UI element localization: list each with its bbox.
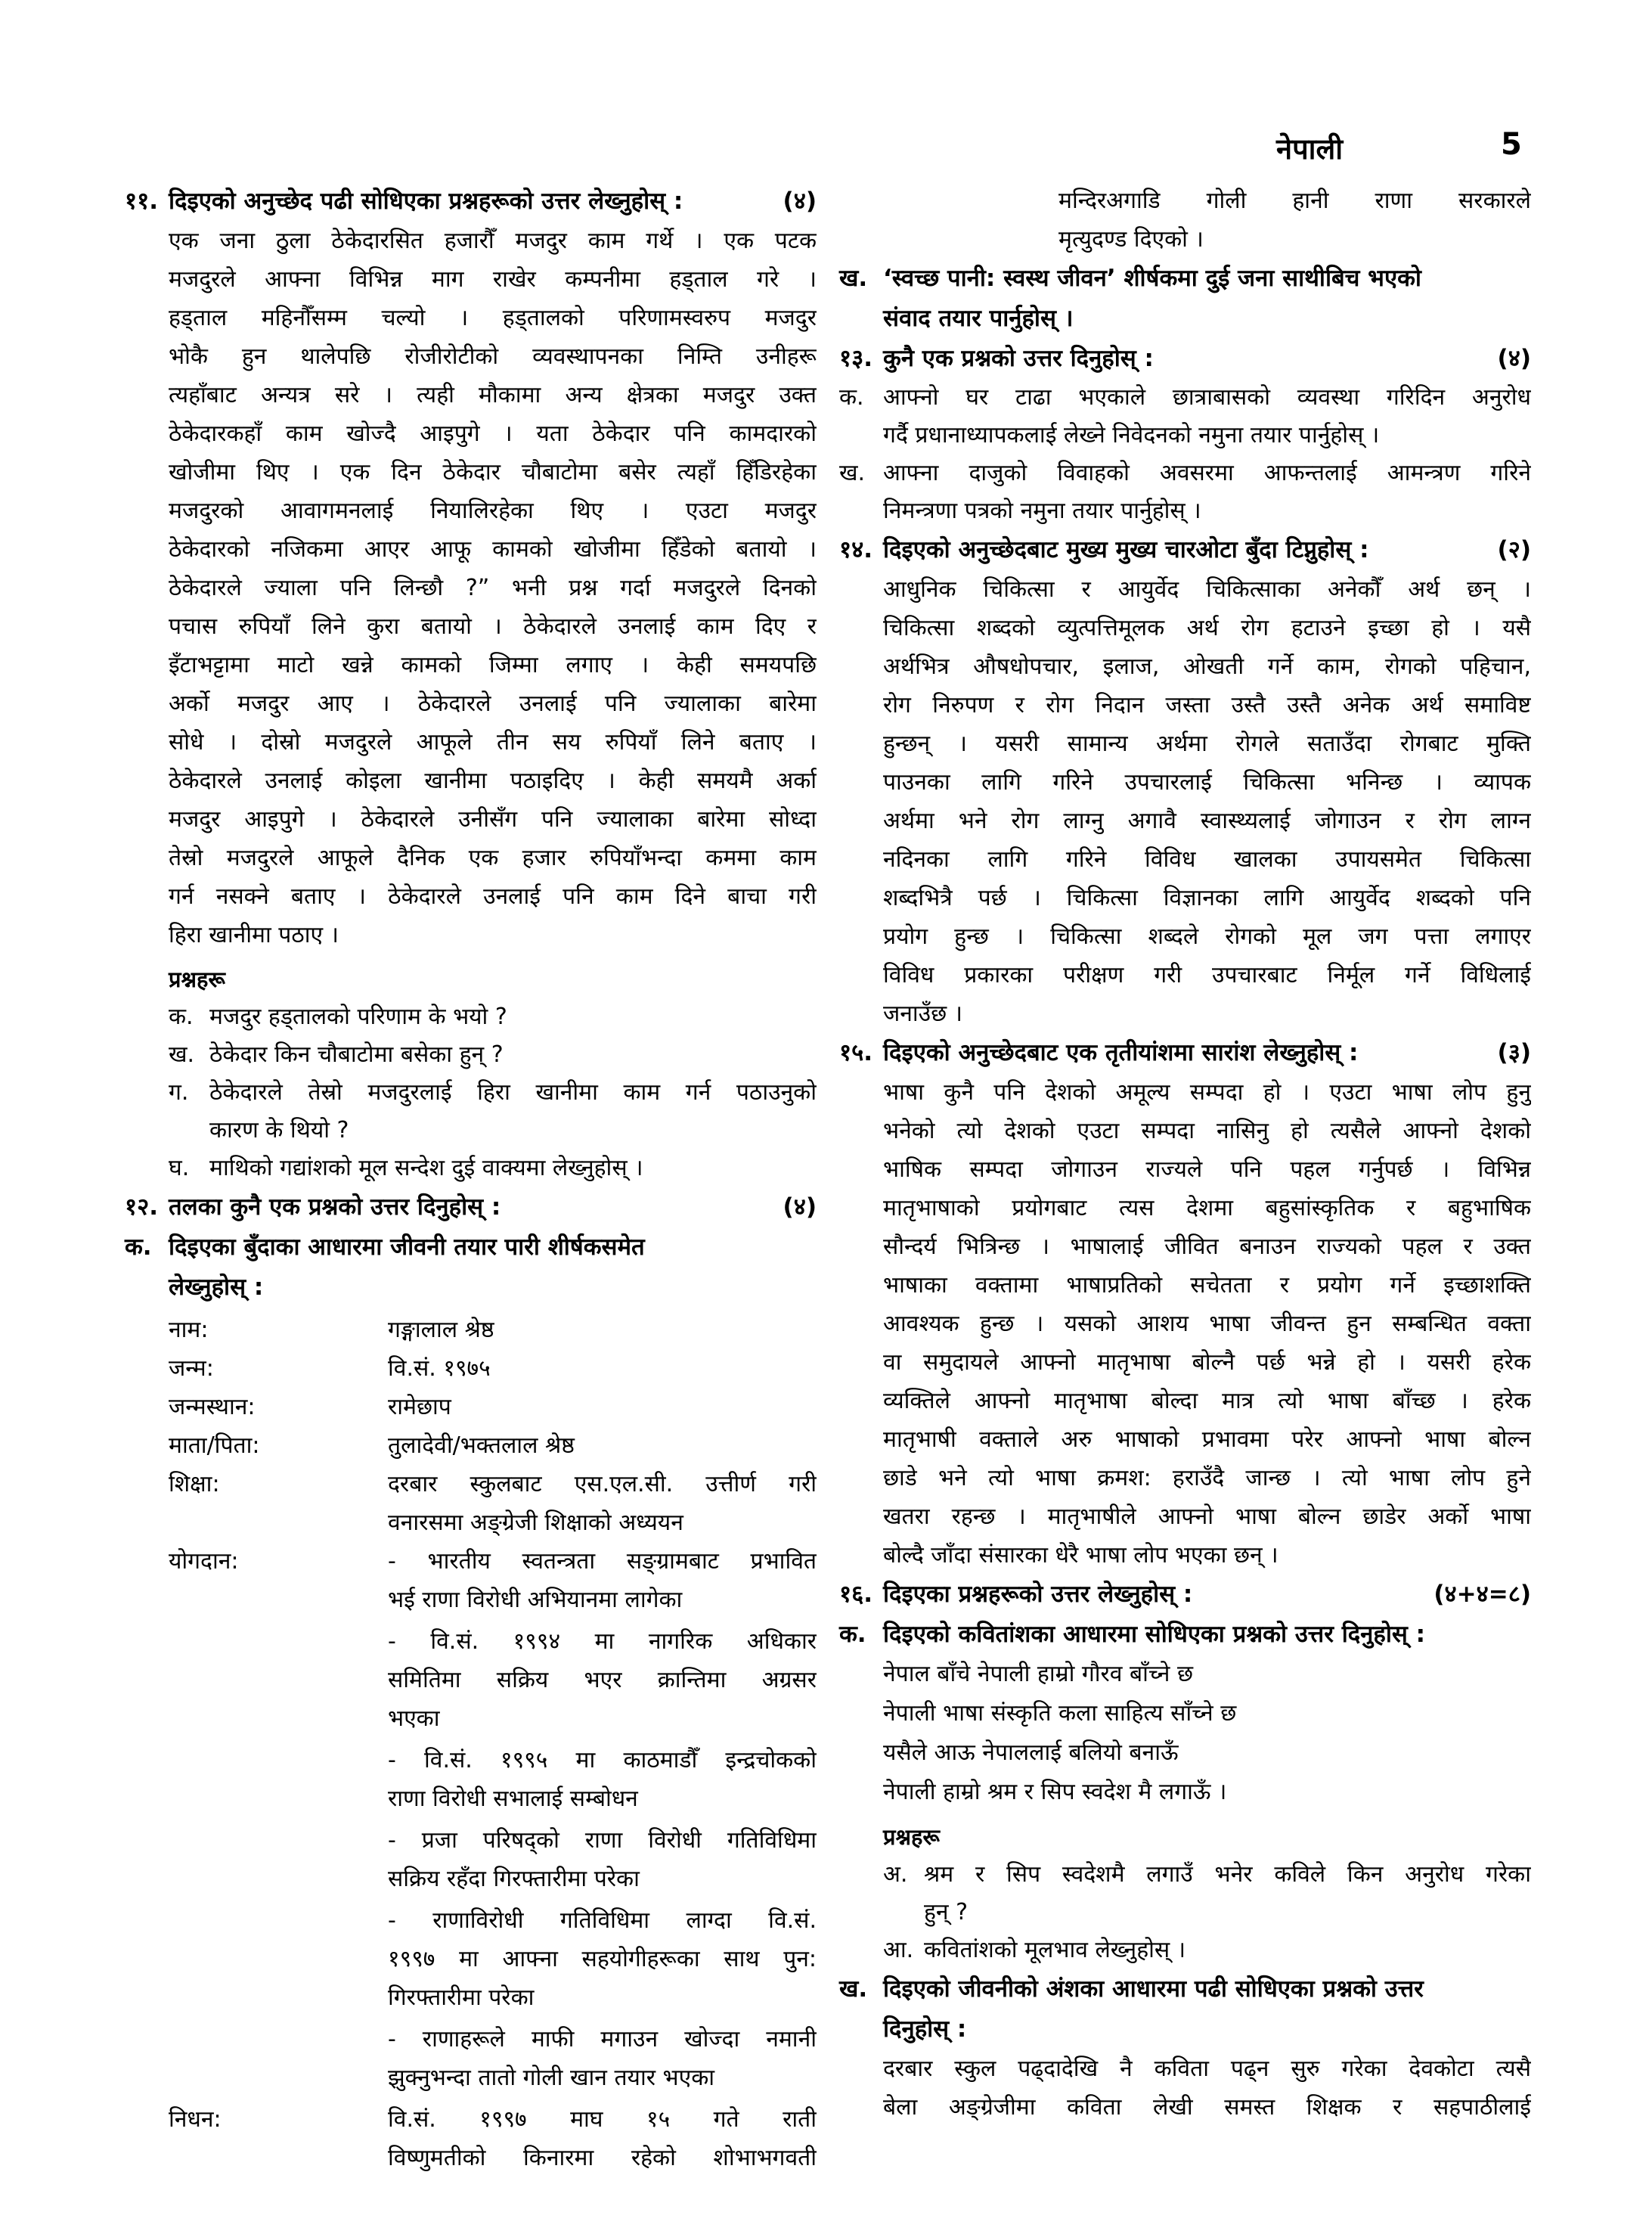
item-marker: आ. [883,1937,914,1963]
contribution-item [388,1901,817,2017]
item-marker: अ. [883,1861,908,1888]
bio-value-line: सक्रिय रहँदा गिरफ्तारीमा परेका [388,1866,640,1892]
text-line: हुन्छन् । यसरी सामान्य अर्थमा रोगले सताउँदा रोगबाट मुक्ति [883,731,1531,757]
text-line: अर्थमा भने रोग लाग्नु अगावै स्वास्थ्यलाई जोगाउन र रोग लाग्न [883,808,1531,834]
text-line: ठेकेदारकहाँ काम खोज्दै आइपुगे । यता ठेकेदार पनि कामदारको [169,420,817,447]
question-12-heading [125,1187,817,1227]
contribution-item [388,1542,817,1619]
item-marker: ख. [839,460,866,486]
questions-label: प्रश्नहरू [169,967,225,992]
item-text: निमन्त्रणा पत्रको नमुना तयार पार्नुहोस् । [883,498,1201,524]
bio-row [125,1388,817,1426]
bio-row [125,1426,817,1465]
question-title: दिइएका प्रश्नहरूको उत्तर लेख्नुहोस् : [883,1581,1193,1608]
question-13-heading [839,339,1531,379]
text-line: छाडे भने त्यो भाषा क्रमश: हराउँदै जान्छ । त्यो भाषा लोप हुने [883,1465,1531,1491]
item-text: श्रम र सिप स्वदेशमै लगाउँ भनेर कविले किन अनुरोध गरेका [924,1861,1531,1888]
biography-table [125,1311,817,2177]
item-text: हुन् ? [924,1899,969,1925]
subject-title: नेपाली [1276,132,1344,166]
text-line: भाषा कुनै पनि देशको अमूल्य सम्पदा हो । एउटा भाषा लोप हुनु [883,1079,1531,1106]
question-marks: (४) [1497,345,1531,372]
text-line: त्यहाँबाट अन्यत्र सरे । त्यही मौकामा अन्य क्षेत्रका मजदुर उक्त [169,382,817,408]
bio-value [388,1465,817,1542]
q12-a-heading [125,1227,817,1308]
text-line: खतरा रहन्छ । मातृभाषीले आफ्नो भाषा बोल्न छाडेर अर्को भाषा [883,1503,1531,1530]
text-line: इँटाभट्टामा माटो खन्ने कामको जिम्मा लगाए । केही समयपछि [169,652,817,678]
question-marks: (४) [783,1193,817,1221]
item-marker: क. [839,384,864,411]
bio-row [125,1542,817,2100]
question-item [125,1150,817,1187]
bio-value-line: रामेछाप [388,1394,451,1420]
text-line: पचास रुपियाँ लिने कुरा बतायो । ठेकेदारले उनलाई काम दिए र [169,613,817,640]
bio-value-line: - राणाविरोधी गतिविधिमा लाग्दा वि.सं. [388,1907,817,1934]
right-column [839,182,1531,2127]
poem [839,1655,1531,1812]
bio-value-line: - प्रजा परिषद्को राणा विरोधी गतिविधिमा [388,1827,817,1854]
text-line: बेला अङ्ग्रेजीमा कविता लेखी समस्त शिक्षक र सहपाठीलाई [883,2094,1531,2121]
question-number: १२. [125,1193,159,1221]
bio-value-line: १९९७ मा आफ्ना सहयोगीहरूका साथ पुन: [388,1946,817,1972]
poem-line: यसैले आऊ नेपाललाई बलियो बनाऊँ [883,1739,1179,1766]
text-line: मजदुर आइपुगे । ठेकेदारले उनीसँग पनि ज्यालाका बारेमा सोध्दा [169,806,817,833]
poem-line: नेपाली भाषा संस्कृति कला साहित्य साँच्ने छ [883,1700,1237,1727]
text-line: बोल्दै जाँदा संसारका धेरै भाषा लोप भएका छन् । [883,1542,1279,1568]
text-line: शब्दभित्रै पर्छ । चिकित्सा विज्ञानका लागि आयुर्वेद शब्दको पनि [883,885,1531,911]
bio-value-line: समितिमा सक्रिय भएर क्रान्तिमा अग्रसर [388,1667,817,1693]
text-line: संवाद तयार पार्नुहोस् । [883,305,1074,332]
bio-value-line: मन्दिरअगाडि गोली हानी राणा सरकारले [1058,188,1531,214]
bio-value-line: विष्णुमतीको किनारमा रहेको शोभाभगवती [388,2145,817,2171]
text-line: ‘स्वच्छ पानी: स्वस्थ जीवन’ शीर्षकमा दुई जना साथीबिच भएको [883,265,1421,292]
text-line: दिइएका बुँदाका आधारमा जीवनी तयार पारी शीर्षकसमेत [169,1233,645,1261]
sub-marker: ख. [839,265,868,292]
contribution-item [388,1622,817,1738]
text-line: दिनुहोस् : [883,2015,967,2043]
text-line: खोजीमा थिए । एक दिन ठेकेदार चौबाटोमा बसेर त्यहाँ हिँडिरहेका [169,459,817,486]
question-14-heading [839,530,1531,570]
bio-key: योगदान: [169,1548,239,1575]
q16-a-heading [839,1615,1531,1655]
bio-value [388,1388,817,1426]
sub-marker: ख. [839,1975,868,2003]
q12-b-title [839,259,1531,339]
text-line: मजदुरले आफ्ना विभिन्न माग राखेर कम्पनीमा हड्ताल गरे । [169,266,817,293]
question-number: १४. [839,536,873,563]
question-title: दिइएको अनुच्छेद पढी सोधिएका प्रश्नहरूको उत्तर लेख्नुहोस् : [169,188,683,215]
text-line: भोकै हुन थालेपछि रोजीरोटीको व्यवस्थापनका निम्ति उनीहरू [169,343,817,370]
text-line: नदिनका लागि गरिने विविध खालका उपायसमेत चिकित्सा [883,846,1531,873]
biography-continued [839,182,1531,259]
text-line: दिइएको जीवनीको अंशका आधारमा पढी सोधिएका प्रश्नको उत्तर [883,1975,1424,2003]
poem-line: नेपाली हाम्रो श्रम र सिप स्वदेश मै लगाऊँ । [883,1779,1227,1805]
bio-value-line: गिरफ्तारीमा परेका [388,1984,535,2011]
item-text: आफ्नो घर टाढा भएकाले छात्राबासको व्यवस्था गरिदिन अनुरोध [883,384,1531,411]
q16-a-questions [839,1856,1531,1969]
bio-value-line: राणा विरोधी सभालाई सम्बोधन [388,1786,638,1812]
text-line: तेस्रो मजदुरले आफूले दैनिक एक हजार रुपियाँभन्दा कममा काम [169,845,817,871]
q11-passage [125,222,817,954]
item-text: कवितांशको मूलभाव लेख्नुहोस् । [924,1937,1186,1963]
text-line: चिकित्सा शब्दको व्युत्पत्तिमूलक अर्थ रोग हटाउने इच्छा हो । यसै [883,615,1531,641]
item-text: माथिको गद्यांशको मूल सन्देश दुई वाक्यमा लेख्नुहोस् । [209,1155,643,1181]
question-title: कुनै एक प्रश्नको उत्तर दिनुहोस् : [883,345,1154,372]
text-line: आवश्यक हुन्छ । यसको आशय भाषा जीवन्त हुन सम्बन्धित वक्ता [883,1311,1531,1337]
sub-title: दिइएको कवितांशका आधारमा सोधिएका प्रश्नको उत्तर दिनुहोस् : [883,1621,1426,1648]
question-item [839,379,1531,455]
bio-key: जन्मस्थान: [169,1394,256,1420]
sub-marker: क. [839,1621,866,1648]
q15-passage [839,1073,1531,1575]
text-line: वा समुदायले आफ्नो मातृभाषा बोल्नै पर्छ भन्ने हो । यसरी हरेक [883,1349,1531,1376]
left-column [125,182,817,2177]
q16-b-title [839,1969,1531,2049]
bio-value [388,2100,817,2177]
text-line: ठेकेदारको नजिकमा आएर आफू कामको खोजीमा हिँडेको बतायो । [169,536,817,563]
bio-row [125,1349,817,1388]
bio-value-line: - भारतीय स्वतन्त्रता सङ्ग्रामबाट प्रभावित [388,1548,817,1575]
bio-value-line: - वि.सं. १९९५ मा काठमाडौँ इन्द्रचोकको [388,1747,817,1773]
q16-b-heading [839,1969,1531,2049]
bio-value-line: मृत्युदण्ड दिएको । [1058,226,1204,253]
text-line: अर्थभित्र औषधोपचार, इलाज, ओखती गर्ने काम, रोगको पहिचान, [883,653,1531,680]
text-line: सौन्दर्य भित्रिन्छ । भाषालाई जीवित बनाउन राज्यको पहल र उक्त [883,1233,1531,1260]
question-number: ११. [125,188,159,215]
text-line: अर्को मजदुर आए । ठेकेदारले उनलाई पनि ज्यालाका बारेमा [169,690,817,717]
text-line: विविध प्रकारका परीक्षण गरी उपचारबाट निर्मूल गर्ने विधिलाई [883,962,1531,988]
item-marker: क. [169,1004,194,1030]
text-line: हिरा खानीमा पठाए । [169,922,339,948]
text-line: ठेकेदारले ज्याला पनि लिन्छौ ?” भनी प्रश्न गर्दा मजदुरले दिनको [169,575,817,601]
text-line: आधुनिक चिकित्सा र आयुर्वेद चिकित्साका अनेकौँ अर्थ छन् । [883,576,1531,603]
bio-key: शिक्षा: [169,1471,220,1497]
bio-key: माता/पिता: [169,1432,260,1459]
question-11-heading [125,182,817,222]
text-line: भनेको त्यो देशको एउटा सम्पदा नासिनु हो त्यसैले आफ्नो देशको [883,1118,1531,1144]
bio-value [388,1311,817,1349]
question-item [839,1931,1531,1969]
question-16-heading [839,1575,1531,1615]
item-marker: ख. [169,1041,195,1068]
text-line: जनाउँछ । [883,1001,963,1027]
question-item [125,998,817,1036]
bio-value-line: तुलादेवी/भक्तलाल श्रेष्ठ [388,1432,575,1459]
text-line: व्यक्तिले आफ्नो मातृभाषा बोल्दा मात्र त्यो भाषा बाँच्छ । हरेक [883,1388,1531,1414]
item-marker: घ. [169,1155,190,1181]
item-text: मजदुर हड्तालको परिणाम के भयो ? [209,1004,507,1030]
bio-value-line: वनारसमा अङ्ग्रेजी शिक्षाको अध्ययन [388,1510,683,1536]
q11-questions [125,998,817,1187]
q14-passage [839,570,1531,1033]
question-title: तलका कुनै एक प्रश्नको उत्तर दिनुहोस् : [169,1193,501,1221]
bio-value [388,1349,817,1388]
bio-row [125,1465,817,1542]
text-line: रोग निरुपण र रोग निदान जस्ता उस्तै उस्तै अनेक अर्थ समाविष्ट [883,692,1531,718]
bio-key: जन्म: [169,1355,214,1382]
text-line: भाषाका वक्तामा भाषाप्रतिको सचेतता र प्रयोग गर्ने इच्छाशक्ति [883,1272,1531,1299]
question-item [839,1856,1531,1931]
text-line: पाउनका लागि गरिने उपचारलाई चिकित्सा भनिन्छ । व्यापक [883,769,1531,796]
item-marker: ग. [169,1079,189,1106]
bio-value-line: दरबार स्कुलबाट एस.एल.सी. उत्तीर्ण गरी [388,1471,817,1497]
item-text: गर्दै प्रधानाध्यापकलाई लेख्ने निवेदनको नमुना तयार पार्नुहोस् । [883,422,1380,448]
bio-value-line: झुक्नुभन्दा तातो गोली खान तयार भएका [388,2065,715,2091]
text-line: मजदुरको आवागमनलाई नियालिरहेका थिए । एउटा मजदुर [169,498,817,524]
q13-items [839,379,1531,530]
bio-value-line: वि.सं. १९७५ [388,1355,491,1382]
text-line: हड्ताल महिनौँसम्म चल्यो । हड्तालको परिणामस्वरुप मजदुर [169,305,817,331]
text-line: प्रयोग हुन्छ । चिकित्सा शब्दले रोगको मूल जग पत्ता लगाएर [883,923,1531,950]
bio-key: निधन: [169,2106,222,2133]
q16-b-passage [839,2049,1531,2127]
question-marks: (४+४=८) [1433,1581,1531,1608]
question-marks: (३) [1497,1039,1531,1066]
item-text: ठेकेदारले तेस्रो मजदुरलाई हिरा खानीमा काम गर्न पठाउनुको [209,1079,817,1106]
bio-value-line: वि.सं. १९९७ माघ १५ गते राती [388,2106,817,2133]
text-line: गर्न नसक्ने बताए । ठेकेदारले उनलाई पनि काम दिने बाचा गरी [169,883,817,910]
bio-value-line: गङ्गालाल श्रेष्ठ [388,1317,494,1343]
q12-b-heading [839,259,1531,339]
question-15-heading [839,1033,1531,1073]
bio-value-line: भएका [388,1705,440,1732]
question-number: १६. [839,1581,873,1608]
question-number: १५. [839,1039,873,1066]
item-text: ठेकेदार किन चौबाटोमा बसेका हुन् ? [209,1041,504,1068]
contribution-item [388,1741,817,1818]
question-item [125,1074,817,1150]
page-number: 5 [1501,127,1522,162]
text-line: लेख्नुहोस् : [169,1274,264,1301]
questions-label: प्रश्नहरू [883,1824,940,1850]
question-title: दिइएको अनुच्छेदबाट मुख्य मुख्य चारओटा बुँदा टिप्नुहोस् : [883,536,1369,563]
contribution-item [388,2020,817,2097]
contribution-item [388,1821,817,1898]
text-line: भाषिक सम्पदा जोगाउन राज्यले पनि पहल गर्नुपर्छ । विभिन्न [883,1156,1531,1183]
poem-line: नेपाल बाँचे नेपाली हाम्रो गौरव बाँच्ने छ [883,1661,1194,1687]
question-title: दिइएको अनुच्छेदबाट एक तृतीयांशमा सारांश लेख्नुहोस् : [883,1039,1359,1066]
q12-a-title [125,1227,817,1308]
bio-value [388,1426,817,1465]
text-line: मातृभाषाको प्रयोगबाट त्यस देशमा बहुसांस्कृतिक र बहुभाषिक [883,1195,1531,1221]
text-line: मातृभाषी वक्ताले अरु भाषाको प्रभावमा परेर आफ्नो भाषा बोल्न [883,1426,1531,1453]
item-text: कारण के थियो ? [209,1117,349,1143]
bio-value-line: भई राणा विरोधी अभियानमा लागेका [388,1587,683,1613]
bio-value-line: - वि.सं. १९९४ मा नागरिक अधिकार [388,1628,817,1655]
item-text: आफ्ना दाजुको विवाहको अवसरमा आफन्तलाई आमन्त्रण गरिने [883,460,1531,486]
question-marks: (२) [1497,536,1531,563]
sub-marker: क. [125,1233,152,1261]
bio-key: नाम: [169,1317,209,1343]
text-line: एक जना ठुला ठेकेदारसित हजारौँ मजदुर काम गर्थे । एक पटक [169,228,817,254]
text-line: दरबार स्कुल पढ्दादेखि नै कविता पढ्न सुरु गरेका देवकोटा त्यसै [883,2056,1531,2082]
bio-value-line: - राणाहरूले माफी मगाउन खोज्दा नमानी [388,2026,817,2052]
bio-row [125,2100,817,2177]
question-marks: (४) [783,188,817,215]
bio-row [125,1311,817,1349]
question-number: १३. [839,345,873,372]
text-line: ठेकेदारले उनलाई कोइला खानीमा पठाइदिए । केही समयमै अर्का [169,768,817,794]
question-item [125,1036,817,1074]
text-line: सोधे । दोस्रो मजदुरले आफूले तीन सय रुपियाँ लिने बताए । [169,729,817,756]
question-item [839,455,1531,530]
bio-value [388,1542,817,2100]
